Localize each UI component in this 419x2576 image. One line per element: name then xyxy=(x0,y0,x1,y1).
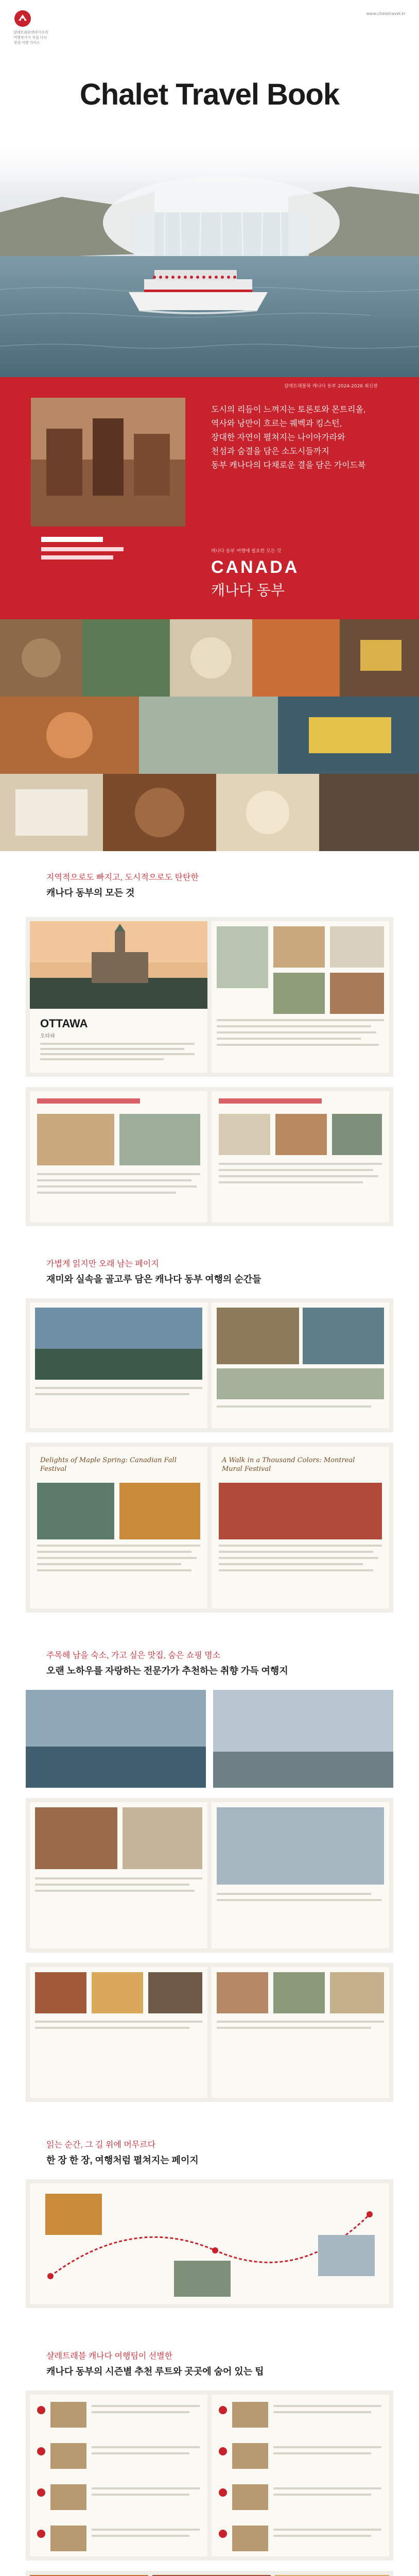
intro-copy-line: 역사와 낭만이 흐르는 퀘벡과 킹스턴, xyxy=(211,419,342,428)
food-and-travel-collage xyxy=(0,697,419,851)
spread-recommendations xyxy=(26,1798,393,1953)
section-title: 캐나다 동부의 시즌별 추천 루트와 곳곳에 숨어 있는 팁 xyxy=(46,2366,264,2377)
book-title: Chalet Travel Book xyxy=(79,78,340,111)
spread-photos xyxy=(26,1298,393,1432)
spread-route-map xyxy=(26,2179,393,2308)
book-cover-image xyxy=(31,398,185,614)
spread-page-right xyxy=(212,1447,389,1608)
edition-line: 샬레트래블북 캐나다 동부 2024-2026 최신판 xyxy=(284,384,378,389)
section-5-heading xyxy=(46,2349,376,2378)
notes-page-content xyxy=(37,1098,200,1215)
notes-page-content xyxy=(219,1098,382,1215)
section-3-heading xyxy=(46,1649,376,1677)
text-line xyxy=(40,1053,195,1055)
publisher-line: 여행작가가 직접 다닌 xyxy=(13,36,47,40)
intro-copy-line: 천섬과 숨결을 담은 소도시들까지 xyxy=(211,447,329,456)
section-subtitle: 샬레트래블 캐나다 여행팀이 선별한 xyxy=(46,2352,173,2361)
section-subtitle: 읽는 순간, 그 길 위에 머무르다 xyxy=(46,2141,156,2149)
spread-notes xyxy=(26,1087,393,1226)
mural-festival-heading: A Walk in a Thousand Colors: Montreal Mural Festival xyxy=(222,1456,355,1473)
section-2-heading xyxy=(46,1257,376,1285)
intro-copy-line: 동부 캐나다의 다채로운 결을 담은 가이드북 xyxy=(211,461,366,470)
spread-page-right xyxy=(212,1091,389,1222)
publisher-line: 샬레트래블앤라이프의 xyxy=(13,30,48,35)
intro-red-band xyxy=(0,377,419,697)
spread-page-right xyxy=(212,921,389,1073)
hero-niagara-photo xyxy=(0,135,419,377)
text-line xyxy=(40,1058,164,1060)
spread-restaurants xyxy=(26,1963,393,2102)
autumn-photo-row xyxy=(26,2571,393,2576)
mural-festival-photos xyxy=(219,1483,382,1601)
spread-seasonal-routes xyxy=(26,2391,393,2561)
spread-festivals xyxy=(26,1443,393,1613)
restaurant-pages xyxy=(30,1967,389,2098)
chalet-logo-icon xyxy=(13,9,32,28)
fall-festival-photos xyxy=(37,1483,200,1601)
section-subtitle: 주목해 남을 숙소, 가고 싶은 맛집, 숨은 쇼핑 명소 xyxy=(46,1651,221,1660)
section-subtitle: 가볍게 읽지만 오래 남는 페이지 xyxy=(46,1260,159,1268)
country-name-ko: 캐나다 동부 xyxy=(211,582,285,598)
text-line xyxy=(40,1043,195,1045)
publisher-line: 생생 여행 가이드 xyxy=(13,41,40,45)
publisher-lines xyxy=(13,30,96,45)
ottawa-subheading: 오타와 xyxy=(40,1033,55,1039)
intro-photo-strip xyxy=(0,619,419,697)
spread-page-left xyxy=(30,1091,207,1222)
fall-festival-heading: Delights of Maple Spring: Canadian Fall Festival xyxy=(40,1456,177,1473)
text-line xyxy=(40,1048,184,1050)
parliament-photo xyxy=(30,921,207,1009)
spread-ottawa xyxy=(26,917,393,1077)
intro-note: 캐나다 동부 여행에 필요한 모든 것 xyxy=(211,549,282,554)
intro-copy-line: 도시의 리듬이 느껴지는 토론토와 몬트리올, xyxy=(211,405,366,414)
section-1-heading xyxy=(46,871,376,899)
section-title: 재미와 실속을 골고루 담은 캐나다 동부 여행의 순간들 xyxy=(46,1274,261,1284)
seasonal-route-pages xyxy=(30,2395,389,2556)
scenic-photo-row xyxy=(26,1690,393,1788)
country-name-en: CANADA xyxy=(211,557,300,577)
intro-copy xyxy=(211,403,407,472)
section-subtitle: 지역적으로도 빠지고, 도시적으로도 탄탄한 xyxy=(46,873,199,882)
section-title: 오랜 노하우를 자랑하는 전문가가 추천하는 취향 가득 여행지 xyxy=(46,1666,288,1676)
ottawa-spot-photos xyxy=(217,926,384,1067)
route-map-pages xyxy=(30,2183,389,2304)
spread-page-left xyxy=(30,1447,207,1608)
ottawa-heading: OTTAWA xyxy=(40,1017,88,1030)
recommendation-pages xyxy=(30,1802,389,1948)
website-url[interactable]: www.chaletravel.kr xyxy=(366,11,406,16)
section-4-heading xyxy=(46,2138,376,2166)
header xyxy=(0,0,419,155)
intro-copy-line: 장대한 자연이 펼쳐지는 나이아가라와 xyxy=(211,433,345,442)
spread-page-left xyxy=(30,921,207,1073)
section-title: 한 장 한 장, 여행처럼 펼쳐지는 페이지 xyxy=(46,2155,199,2165)
section-title: 캐나다 동부의 모든 것 xyxy=(46,888,135,898)
landscape-photos xyxy=(30,1302,389,1428)
